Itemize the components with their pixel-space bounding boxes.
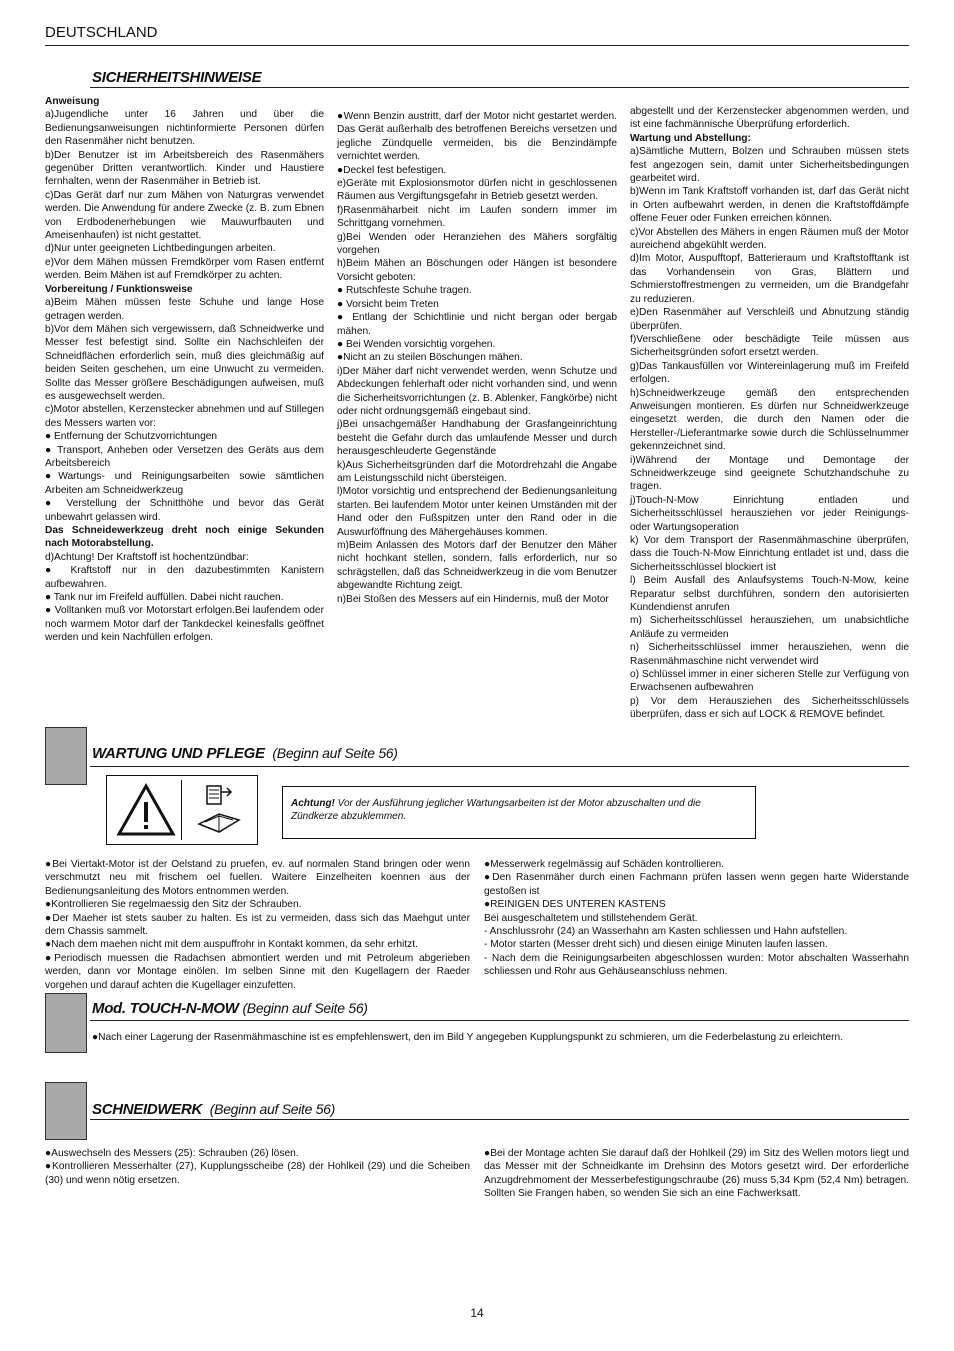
paragraph: c)Vor Abstellen des Mähers in engen Räumen muß der Motor aureichend abgekühlt werden. [630,226,909,252]
paragraph: d)Im Motor, Auspufftopf, Batterieraum und Kraftstofftank ist das Vorhandensein von Gras, Blättern und Schmierstoffrestmengen zu vermeiden, um die Brandgefahr zu reduzieren. [630,253,909,305]
safety-title: SICHERHEITSHINWEISE [92,69,262,86]
touch-title [92,1000,368,1017]
paragraph: ●REINIGEN DES UNTEREN KASTENS [484,899,666,911]
paragraph: l) Beim Ausfall des Anlaufsystems Touch-N-Mow, keine Reparatur selbst durchführen, sondern den autorisierten Kundendienst anrufen [630,575,909,614]
schneidwerk-right-column [484,1147,909,1201]
country-label: DEUTSCHLAND [45,24,158,41]
wartung-title [92,745,398,762]
wartung-left-column [45,858,470,992]
section-marker-wartung [45,727,87,785]
paragraph: a)Beim Mähen müssen feste Schuhe und lange Hose getragen werden. [45,297,324,322]
schneidwerk-rule [90,1119,909,1120]
paragraph: e)Geräte mit Explosionsmotor dürfen nicht in geschlossenen Räumen aus Vergiftungsgefahr in Betrieb gesetzt werden. [337,178,617,203]
paragraph: ● Entlang der Schichtlinie und nicht bergan oder bergab mähen. [337,312,617,337]
paragraph: f)Verschließene oder beschädigte Teile müssen aus Sicherheitsgründen sofort ersetzt werden. [630,333,909,359]
paragraph: a)Sämtliche Muttern, Bolzen und Schrauben müssen stets fest angezogen sein, damit unter Sicherheitsbedingungen gearbeitet wird. [630,146,909,185]
paragraph: ● Tank nur im Freifeld auffüllen. Dabei nicht rauchen. [45,592,284,604]
touch-title-text: Mod. TOUCH-N-MOW [92,1000,239,1017]
paragraph: h)Beim Mähen an Böschungen oder Hängen ist besondere Vorsicht geboten: [337,258,617,283]
paragraph: l)Motor vorsichtig und entsprechend der Bedienungsanleitung starten. Bei laufendem Motor unter keinen Umständen mit der Hand oder den Fußspitzen unter den Rand oder in die Auswurföffnung des Mähergehäuses kommen. [337,486,617,538]
paragraph: n)Bei Stoßen des Messers auf ein Hindernis, muß der Motor [337,593,609,605]
header-rule [45,45,909,46]
paragraph: - Nach dem die Reinigungsarbeiten abgeschlossen wurden: Motor abschalten Wasserhahn schliessen und Rohr aus Gehäuseanschluss nehmen. [484,952,909,978]
paragraph: ●Wartungs- und Reinigungsarbeiten sowie sämtlichen Arbeiten am Schneidwerkzeug [45,471,324,496]
wartung-right-column [484,858,909,979]
safety-rule [90,87,909,88]
paragraph: ●Auswechseln des Messers (25): Schrauben (26) lösen. [45,1148,299,1159]
paragraph: e)Den Rasenmäher auf Verschleiß und Abnutzung ständig überprüfen. [630,307,909,332]
paragraph: i)Während der Montage und Demontage der Schneidwerkzeuge sind geeignete Schutzhandschuhe zu tragen. [630,454,909,493]
note-label: Achtung! [291,798,335,809]
paragraph: ● Rutschfeste Schuhe tragen. [337,285,472,297]
paragraph: m) Sicherheitsschlüssel herausziehen, um unabsichtliche Anläufe zu vermeiden [630,615,909,640]
schneidwerk-title [92,1101,335,1118]
paragraph: b)Der Benutzer ist im Arbeitsbereich des Rasenmähers gegenüber Dritten verantwortlich. Kinder und Haustiere fernhalten, wenn der Rasenmäher in Betrieb ist. [45,149,324,188]
paragraph: ●Bei Viertakt-Motor ist der Oelstand zu pruefen, ev. auf normalen Stand bringen oder wenn verschmutzt neu mit frischem oel fuellen. Waitere Einzelheiten koennen aus der Bedienungsanleitung des Motors entnommen werden. [45,859,470,897]
paragraph: o) Schlüssel immer in einer sicheren Stelle zur Verfügung von Erwachsenen aufbewahren [630,669,909,694]
paragraph: n) Sicherheitsschlüssel immer herausziehen, wenn die Rasenmähmaschine nicht verwendet wird [630,642,909,667]
touch-rule [90,1020,909,1021]
paragraph: b)Vor dem Mähen sich vergewissern, daß Schneidwerke und Messer fest befestigt sind. Sollte ein Nachschleifen der Schneidflächen erforderlich sein, muß dies gleichmäßig auf beiden Seiten geschehen, um eine Unwucht zu vermeiden. Sollte das Messer größere Beschädigungen aufweisen, muß es ausgewechselt werden. [45,323,324,402]
paragraph: ●Kontrollieren Messerhalter (27), Kupplungsscheibe (28) der Hohlkeil (29) und die Scheiben (30) und wenn nötig ersetzen. [45,1161,470,1186]
read-manual-icon [185,780,253,840]
paragraph: ●Nach dem maehen nicht mit dem auspuffrohr in Kontakt kommen, da sehr erhitzt. [45,939,418,951]
paragraph: ●Nicht an zu steilen Böschungen mähen. [337,352,523,364]
paragraph: c)Motor abstellen, Kerzenstecker abnehmen und auf Stillegen des Messers warten vor: [45,404,324,429]
paragraph: abgestellt und der Kerzenstecker abgenommen werden, und ist eine fachmännische Überprüfung erforderlich. [630,106,909,131]
paragraph: ● Bei Wenden vorsichtig vorgehen. [337,338,496,350]
wartung-title-text: WARTUNG UND PFLEGE [92,745,265,762]
warning-triangle-icon [111,780,182,840]
warning-symbol-box [106,775,258,845]
touch-text: ●Nach einer Lagerung der Rasenmähmaschine ist es empfehlenswert, den im Bild Y angegeben Kupplungspunkt zu schmieren, um die Federbelastung zu erleichtern. [92,1032,844,1043]
paragraph: ●Wenn Benzin austritt, darf der Motor nicht gestartet werden. Das Gerät außerhalb des betroffenen Bereichs versetzen und jegliche Zündquelle vermeiden, bis die Benzindämpfe vernichtet werden. [337,111,617,163]
subheading: Das Schneidewerkzeug dreht noch einige Sekunden nach Motorabstellung. [45,525,324,550]
schneidwerk-subtitle: (Beginn auf Seite 56) [209,1101,336,1117]
safety-column-2 [337,110,617,606]
page-number: 14 [470,1306,484,1320]
paragraph: g)Bei Wenden oder Heranziehen des Mähers sorgfältig vorgehen [337,231,617,257]
paragraph: a)Jugendliche unter 16 Jahren und über die Bedienungsanweisungen nichtinformierte Personen dürfen den Rasenmäher nicht benutzen. [45,109,324,148]
paragraph: ●Bei der Montage achten Sie darauf daß der Hohlkeil (29) im Sitz des Wellen motors liegt und das Messer mit der Schneidkante im Drehsinn des Motors gesetzt wird. Der erforderliche Anzugdrehmoment der Messerbefestigungschraube (26) muss 5,34 Kpm (52,4 Nm) betragen. Sollten Sie Frangen haben, so wenden Sie sich an eine Fachwerksatt. [484,1148,909,1200]
paragraph: ● Volltanken muß vor Motorstart erfolgen.Bei laufendem oder noch warmem Motor darf der Tankdeckel keinesfalls geöffnet werden und kein Nachfüllen erfolgen. [45,605,324,644]
schneidwerk-title-text: SCHNEIDWERK [92,1101,203,1118]
subheading: Vorbereitung / Funktionsweise [45,283,193,295]
paragraph: ●Periodisch muessen die Radachsen abmontiert werden und mit Petroleum abgerieben werden, dann vor Montage einölen. Im selben Sinne mit den Kugellagern der Raeder vorgehen und darauf achten die Kugellager einzufetten. [45,952,470,991]
paragraph: j)Touch-N-Mow Einrichtung entladen und Sicherheitsschlüssel herausziehen vor jeder Reinigungs- oder Wartungsoperation [630,494,909,533]
paragraph: j)Bei unsachgemäßer Handhabung der Grasfangeinrichtung besteht die Gefahr durch das umlaufende Messer und durch herausgeschleuderte Gegenstände [337,419,617,458]
paragraph: f)Rasenmäharbeit nicht im Laufen sondern immer im Schrittgang vornehmen. [337,204,617,230]
paragraph: ●Messerwerk regelmässig auf Schäden kontrollieren. [484,859,725,870]
paragraph: ● Verstellung der Schnitthöhe und bevor das Gerät unbewahrt gelassen wird. [45,498,324,523]
schneidwerk-left-column [45,1147,470,1187]
touch-subtitle: (Beginn auf Seite 56) [242,1000,368,1016]
section-marker-touch [45,993,87,1053]
paragraph: d)Nur unter geeigneten Lichtbedingungen arbeiten. [45,243,276,255]
note-text: Vor der Ausführung jeglicher Wartungsarbeiten ist der Motor abzuschalten und die Zündkerze abzuklemmen. [291,798,701,822]
safety-column-1 [45,95,324,645]
paragraph: h)Schneidwerkzeuge gemäß den entsprechenden Anweisungen montieren. Es dürfen nur Schneidwerkzeuge eingesetzt werden, die durch den Namen oder die Hersteller-/Lieferantmarke sowie durch die Schlüsselnummer gekennzeichnet sind. [630,387,909,453]
paragraph: m)Beim Anlassen des Motors darf der Benutzer den Mäher nicht hochkant stellen, sondern, falls erforderlich, nur so schrägstellen, daß das Schneidwerkzeug in die vom Benutzer abgewandte Richtung zeigt. [337,540,617,592]
paragraph: e)Vor dem Mähen müssen Fremdkörper vom Rasen entfernt werden. Beim Mähen ist auf Fremdkörper zu achten. [45,256,324,282]
paragraph: b)Wenn im Tank Kraftstoff vorhanden ist, darf das Gerät nicht in Orten aufbewahrt werden, in denen die Kraftstoffdämpfe offene Feuer oder Funken erreichen können. [630,186,909,225]
section-marker-schneidwerk [45,1082,87,1140]
paragraph: ● Entfernung der Schutzvorrichtungen [45,431,218,443]
paragraph: ●Der Maeher ist stets sauber zu halten. Es ist zu vermeiden, dass sich das Maehgut unter dem Chassis sammelt. [45,912,470,938]
paragraph: g)Das Tankausfüllen vor Wintereinlagerung muß im Freifeld erfolgen. [630,360,909,386]
wartung-rule [90,766,909,767]
safety-column-3 [630,105,909,722]
paragraph: d)Achtung! Der Kraftstoff ist hochentzündbar: [45,551,249,563]
paragraph: ●Den Rasenmäher durch einen Fachmann prüfen lassen wenn gegen harte Widerstande gestoßen ist [484,872,909,897]
paragraph: ● Transport, Anheben oder Versetzen des Geräts aus dem Arbeitsbereich [45,444,324,469]
wartung-subtitle: (Beginn auf Seite 56) [272,745,398,761]
subheading: Anweisung [45,96,100,107]
paragraph: p) Vor dem Herausziehen des Sicherheitsschlüssels überprüfen, dass er sich auf LOCK & REMOVE befindet. [630,695,909,721]
paragraph: Bei ausgeschaltetem und stillstehendem Gerät. [484,912,698,924]
maintenance-warning-note [282,786,756,839]
paragraph: - Motor starten (Messer dreht sich) und diesen einige Minuten laufen lassen. [484,939,828,951]
subheading: Wartung und Abstellung: [630,132,751,144]
paragraph: ● Vorsicht beim Treten [337,298,439,310]
paragraph: c)Das Gerät darf nur zum Mähen von Naturgras verwendet werden. Die Anwendung für andere Zwecke (z. B. zum Ebnen von Erdbodenerhebungen wie Mauwurfbauten und Ameisenhaufen) ist nicht gestattet. [45,189,324,242]
paragraph: - Anschlussrohr (24) an Wasserhahn am Kasten schliessen und Hahn aufstellen. [484,926,848,938]
paragraph: ● Kraftstoff nur in den dazubestimmten Kanistern aufbewahren. [45,565,324,590]
paragraph: ●Deckel fest befestigen. [337,164,447,176]
paragraph: k) Vor dem Transport der Rasenmähmaschine überprüfen, dass die Touch-N-Mow Einrichtung entladet ist und, dass die Sicherheitsschlüssel blockiert ist [630,535,909,573]
paragraph: i)Der Mäher darf nicht verwendet werden, wenn Schutze und Abdeckungen fehlerhaft oder nicht vorhanden sind, und wenn die Sicherheitsvorrichtungen (z. B. Ablenker, Fangkörbe) nicht oder nicht ordnungsgemäß eingebaut sind. [337,365,617,417]
paragraph: ●Kontrollieren Sie regelmaessig den Sitz der Schrauben. [45,899,302,911]
paragraph: k)Aus Sicherheitsgründen darf die Motordrehzahl die Angabe am Leistungsschild nicht übersteigen. [337,459,617,484]
